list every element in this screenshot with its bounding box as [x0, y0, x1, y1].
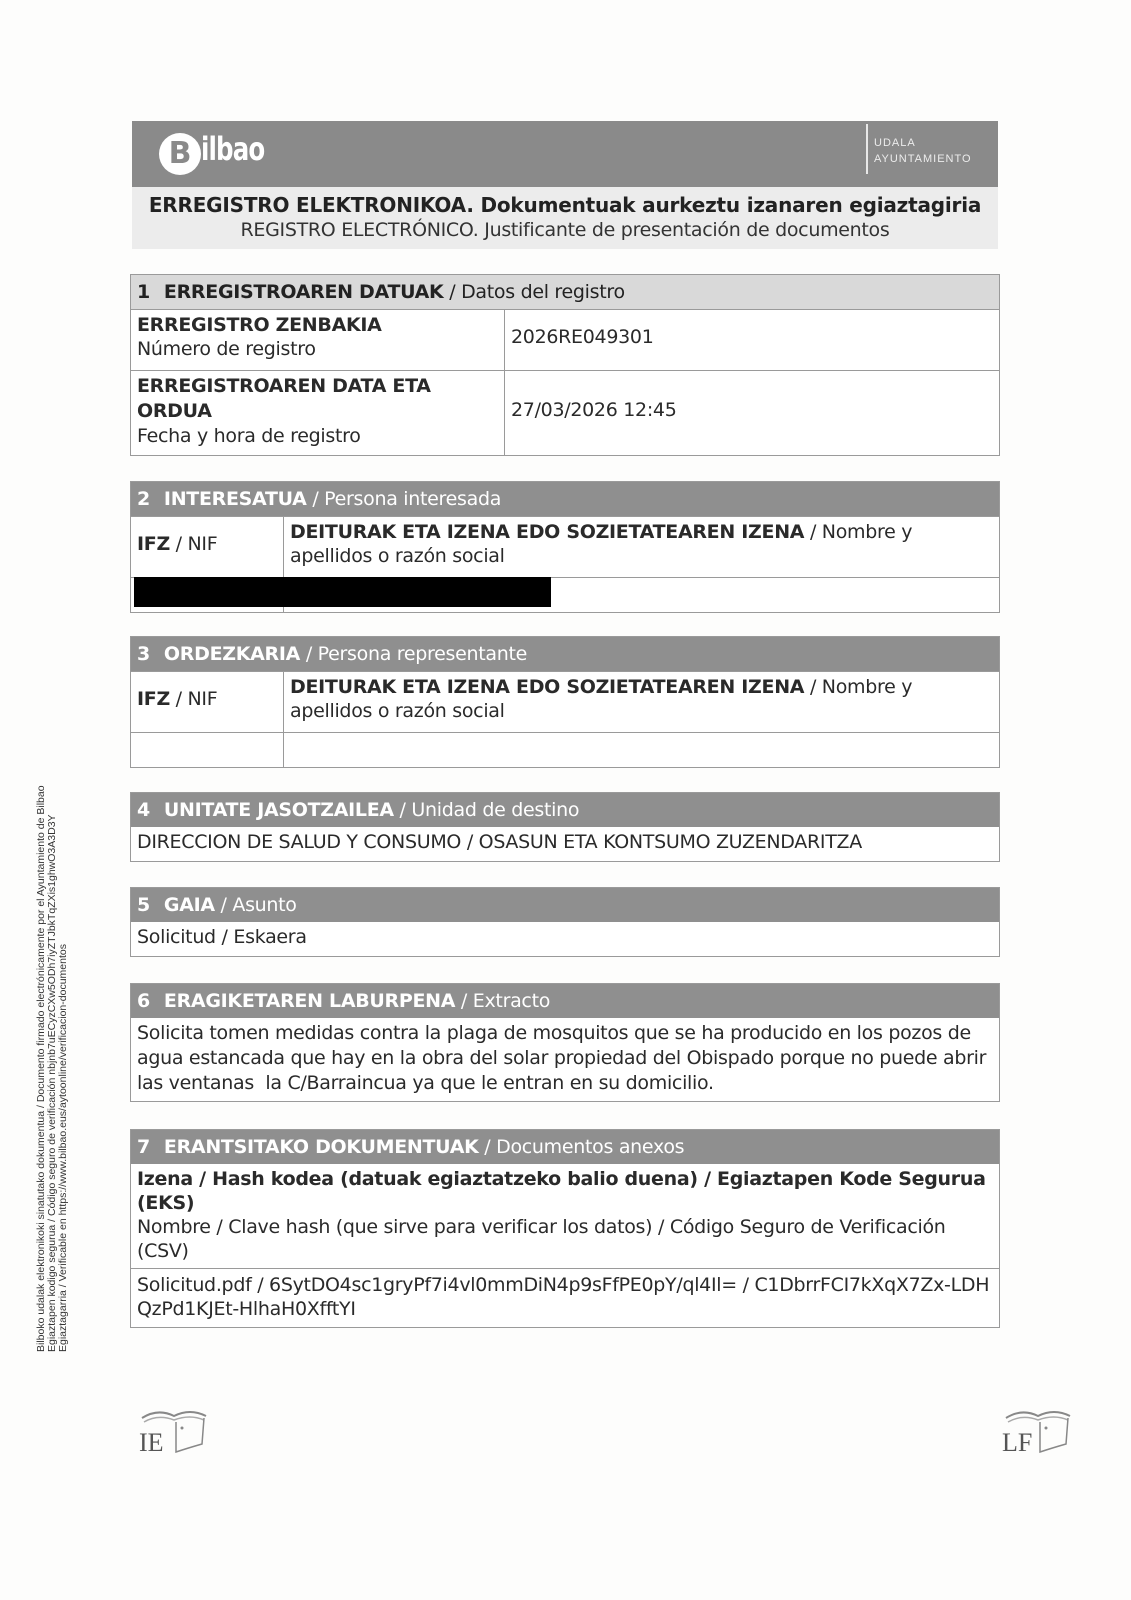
section-extract — [130, 983, 1000, 1102]
data-row — [131, 732, 999, 767]
nif-header: IFZ / NIF — [137, 688, 218, 710]
org-line-eu: UDALA — [874, 137, 916, 149]
redaction-bar — [134, 577, 551, 607]
section-number: 6 — [137, 990, 150, 1012]
section-title-eu: ERANTSITAKO DOKUMENTUAK — [163, 1136, 479, 1158]
document-title — [132, 187, 998, 249]
documents-column-header — [131, 1164, 999, 1268]
section-number: 1 — [137, 281, 150, 303]
section-title-eu: ORDEZKARIA — [163, 643, 301, 665]
stamp-initials: LF — [1002, 1428, 1033, 1457]
name-value — [283, 733, 999, 767]
section-header — [131, 793, 999, 827]
section-title-es: / Documentos anexos — [478, 1136, 685, 1158]
section-title-eu: ERAGIKETAREN LABURPENA — [163, 990, 456, 1012]
document-entry: Solicitud.pdf / 6SytDO4sc1gryPf7i4vl0mmDiN4p9sFfPE0pY/ql4Il= / C1DbrrFCI7kXqX7Zx-LDHQzPd1KJEt-HlhaH0XfftYI — [131, 1268, 999, 1327]
name-header: DEITURAK ETA IZENA EDO SOZIETATEAREN IZENA / Nombre y apellidos o razón social — [283, 517, 999, 577]
section-title-es: / Datos del registro — [443, 281, 625, 303]
section-title-eu: INTERESATUA — [163, 488, 307, 510]
section-title-eu: UNITATE JASOTZAILEA — [163, 799, 394, 821]
stamp-initials: IE — [139, 1428, 164, 1457]
section-number: 5 — [137, 894, 150, 916]
electronic-signature-stamp — [36, 785, 69, 1352]
column-headers — [131, 671, 999, 732]
section-number: 2 — [137, 488, 150, 510]
field-label-eu: ERREGISTRO ZENBAKIA — [137, 314, 382, 336]
section-title-es: / Persona representante — [300, 643, 528, 665]
section-title-eu: ERREGISTROAREN DATUAK — [163, 281, 444, 303]
section-header — [131, 1130, 999, 1164]
organization-label — [874, 135, 972, 167]
bilbao-logo-text: ilbao — [201, 130, 265, 168]
org-line-es: AYUNTAMIENTO — [874, 153, 972, 165]
verification-code-line: Egiaztapen kodigo segurua / Código seguro de verificación nbjnb7uECyzCXw5ODh7iyZTJbkTqZXis1ghwO3A3D3Y — [46, 814, 58, 1352]
section-header — [131, 888, 999, 922]
extract-value: Solicita tomen medidas contra la plaga de mosquitos que se ha producido en los pozos de agua estancada que hay en la obra del solar propiedad del Obispado porque no puede abrir las ventanas la C/Barraincua ya que le entran en su domicilio. — [137, 1022, 992, 1094]
section-title-es: / Unidad de destino — [393, 799, 580, 821]
section-header — [131, 275, 999, 309]
header-divider — [866, 124, 868, 174]
destination-unit-value: DIRECCION DE SALUD Y CONSUMO / OSASUN ETA KONTSUMO ZUZENDARITZA — [137, 831, 862, 853]
section-destination-unit — [130, 792, 1000, 862]
registry-date-row — [131, 370, 999, 455]
registry-number-value: 2026RE049301 — [504, 310, 999, 370]
subject-value: Solicitud / Eskaera — [137, 926, 307, 948]
section-header — [131, 637, 999, 671]
section-subject — [130, 887, 1000, 957]
nif-value — [131, 733, 283, 767]
section-attached-documents — [130, 1129, 1000, 1328]
section-title-es: / Asunto — [214, 894, 297, 916]
section-title-es: / Persona interesada — [306, 488, 502, 510]
field-label-es: Número de registro — [137, 338, 316, 360]
bilbao-logo-mark: B — [159, 133, 201, 175]
section-title-eu: GAIA — [163, 894, 215, 916]
section-representative — [130, 636, 1000, 768]
header-eu: Izena / Hash kodea (datuak egiaztatzeko balio duena) / Egiaztapen Kode Segurua (EKS) — [137, 1168, 986, 1214]
registry-number-row — [131, 309, 999, 370]
stamp-right — [1000, 1404, 1080, 1464]
field-label-eu: ERREGISTROAREN DATA ETA ORDUA — [137, 375, 431, 422]
nif-header: IFZ / NIF — [137, 533, 218, 555]
section-header — [131, 482, 999, 516]
verification-url-line: Egiaztagarria / Verificable en https://www.bilbao.eus/aytoonline/verificacion-documentos — [57, 944, 69, 1352]
registry-date-value: 27/03/2026 12:45 — [504, 371, 999, 455]
header-es: Nombre / Clave hash (que sirve para verificar los datos) / Código Seguro de Verificación (CSV) — [137, 1216, 946, 1262]
name-header: DEITURAK ETA IZENA EDO SOZIETATEAREN IZENA / Nombre y apellidos o razón social — [283, 672, 999, 732]
section-number: 7 — [137, 1136, 150, 1158]
column-headers — [131, 516, 999, 577]
title-eu: ERREGISTRO ELEKTRONIKOA. Dokumentuak aurkeztu izanaren egiaztagiria — [148, 193, 982, 217]
stamp-left — [136, 1404, 216, 1464]
section-number: 4 — [137, 799, 150, 821]
section-registry-data — [130, 274, 1000, 456]
section-number: 3 — [137, 643, 150, 665]
field-label-es: Fecha y hora de registro — [137, 425, 361, 447]
section-header — [131, 984, 999, 1018]
title-es: REGISTRO ELECTRÓNICO. Justificante de presentación de documentos — [240, 219, 890, 241]
section-title-es: / Extracto — [455, 990, 551, 1012]
signature-line: Bilboko udalak elektronikoki sinatutako dokumentua / Documento firmado electrónicamente por el Ayuntamiento de Bilbao — [35, 785, 47, 1352]
